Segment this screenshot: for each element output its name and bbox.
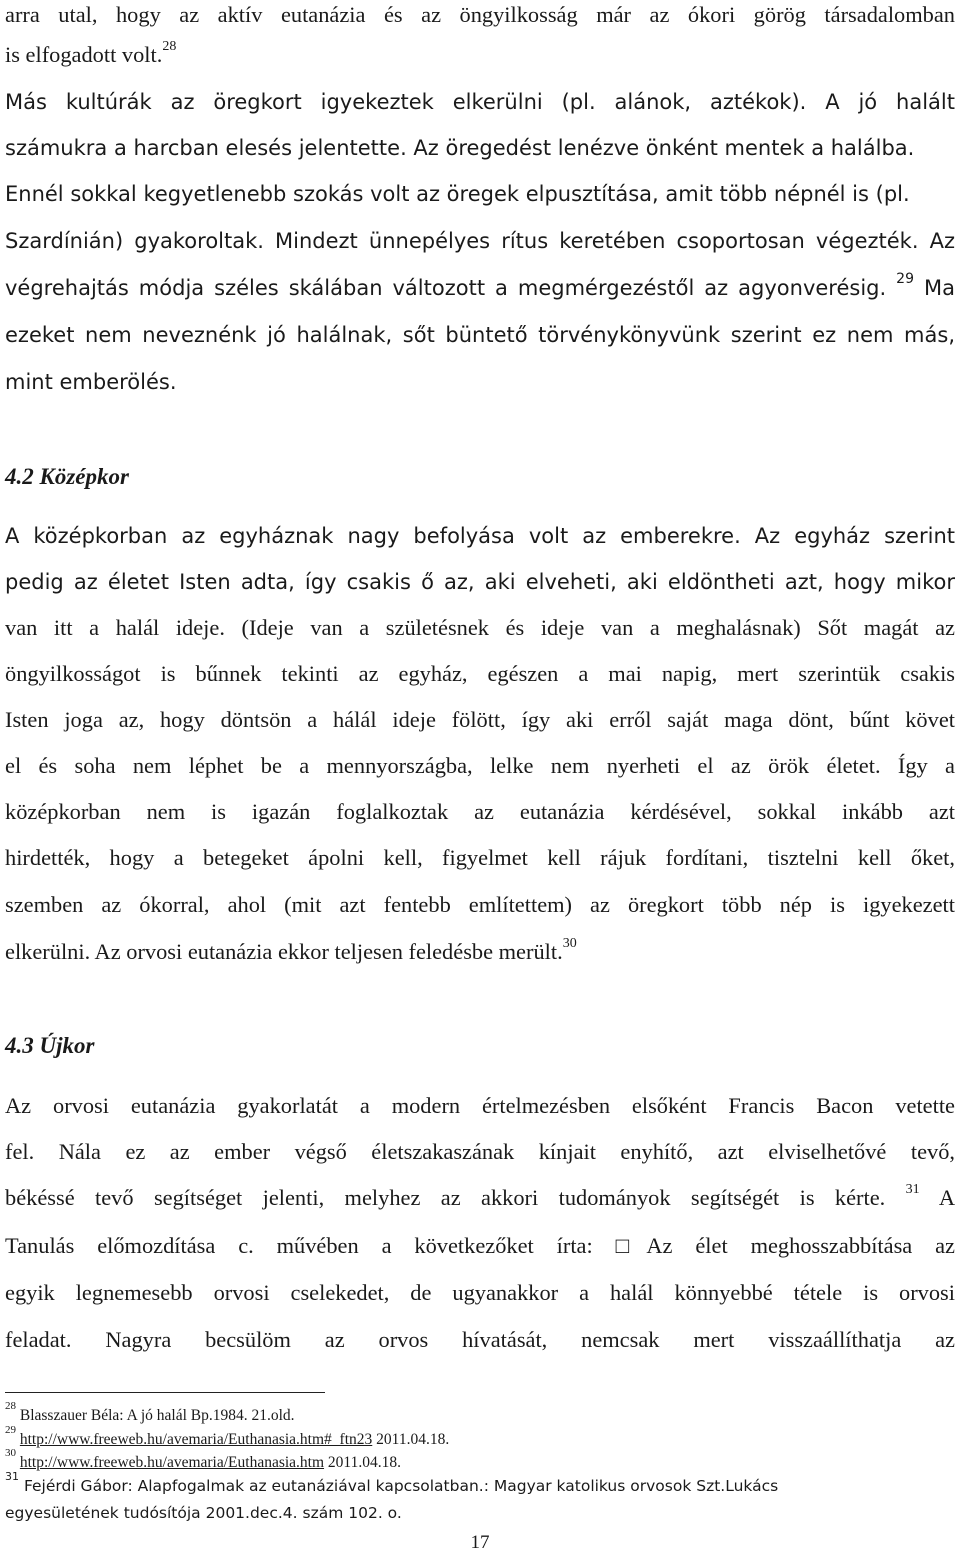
footnote-text: Blasszauer Béla: A jó halál Bp.1984. 21.old. [19,1407,295,1424]
footnote-ref[interactable]: 30 [562,935,577,951]
footnote-separator [5,1392,325,1393]
footnote-text: egyesületének tudósítója 2001.dec.4. szám 102. o. [5,1504,402,1522]
paragraph-line: van itt a halál ideje. (Ideje van a születésnek és ideje van a meghalásnak) Sőt magát az [5,615,955,640]
paragraph-line: hirdették, hogy a betegeket ápolni kell, figyelmet kell rájuk fordítani, tisztelni kell őket, [5,845,955,870]
section-heading: 4.3 Újkor [5,1033,95,1058]
footnote-31 [5,1469,779,1496]
footnote-date: 2011.04.18. [324,1454,401,1471]
paragraph-line: Isten joga az, hogy döntsön a hálál ideje fölött, így aki erről saját maga dönt, bűnt követ [5,707,955,732]
paragraph-line: Szardínián) gyakoroltak. Mindezt ünnepélyes rítus keretében csoportosan végezték. Az [5,229,955,253]
paragraph-line [5,273,955,303]
footnote-link[interactable]: http://www.freeweb.hu/avemaria/Euthanasia.htm [19,1454,325,1471]
footnote-ref[interactable]: 28 [162,38,177,54]
footnote-30 [5,1446,401,1473]
paragraph-line: el és soha nem léphet be a mennyországba, lelke nem nyerheti el az örök életet. Így a [5,753,955,778]
paragraph-line [5,1183,955,1213]
paragraph-line: mint emberölés. [5,370,177,394]
footnote-ref[interactable]: 31 [905,1181,920,1197]
paragraph-line [5,937,955,967]
paragraph-line: Az orvosi eutanázia gyakorlatát a modern értelmezésben elsőként Francis Bacon vetette [5,1093,955,1118]
footnote-number: 29 [5,1423,16,1436]
page-number: 17 [470,1532,490,1553]
paragraph-text: végrehajtás módja széles skálában változott a megmérgezéstől az agyonverésig. [5,276,887,300]
footnote-28 [5,1399,295,1426]
paragraph-line: pedig az életet Isten adta, így csakis ő az, aki elveheti, aki eldöntheti azt, hogy mikor [5,570,955,594]
footnote-text: Fejérdi Gábor: Alapfogalmak az eutanáziával kapcsolatban.: Magyar katolikus orvosok Szt.Lukács [23,1477,779,1495]
footnote-number: 31 [5,1469,19,1483]
paragraph-line: A középkorban az egyháznak nagy befolyása volt az emberekre. Az egyház szerint [5,524,955,548]
paragraph-text: A [938,1185,955,1210]
paragraph-text: békéssé tevő segítséget jelenti, melyhez az akkori tudományok segítségét is kérte. [5,1185,886,1210]
footnote-number: 28 [5,1399,16,1412]
paragraph-line: számukra a harcban elesés jelentette. Az öregedést lenézve önként mentek a halálba. [5,136,915,160]
paragraph-line: arra utal, hogy az aktív eutanázia és az öngyilkosság már az ókori görög társadalomban [5,2,955,27]
footnote-31-continuation [5,1503,402,1523]
footnote-number: 30 [5,1446,16,1459]
paragraph-text: Ma [924,276,955,300]
footnote-link[interactable]: http://www.freeweb.hu/avemaria/Euthanasia.htm#_ftn23 [19,1431,373,1448]
paragraph-line: Tanulás előmozdítása c. művében a következőket írta: □Az élet meghosszabbítása az [5,1233,955,1258]
section-heading: 4.2 Középkor [5,464,129,489]
paragraph-line: középkorban nem is igazán foglalkoztak az eutanázia kérdésével, sokkal inkább azt [5,799,955,824]
paragraph-line: ezeket nem neveznénk jó halálnak, sőt büntető törvénykönyvünk szerint ez nem más, [5,323,955,347]
paragraph-text: is elfogadott volt. [5,42,163,67]
paragraph-line: Más kultúrák az öregkort igyekeztek elkerülni (pl. alánok, aztékok). A jó halált [5,90,955,114]
paragraph-line: szemben az ókorral, ahol (mit azt fentebb említettem) az öregkort több nép is igyekezett [5,892,955,917]
footnote-date: 2011.04.18. [372,1431,450,1448]
paragraph-line: Ennél sokkal kegyetlenebb szokás volt az öregek elpusztítása, amit több népnél is (pl. [5,182,910,206]
paragraph-line [5,40,955,70]
paragraph-line: fel. Nála ez az ember végső életszakaszának kínjait enyhítő, azt elviselhetővé tevő, [5,1139,955,1164]
paragraph-line: öngyilkosságot is bűnnek tekinti az egyház, egészen a mai napig, mert szerintük csakis [5,661,955,686]
footnote-ref[interactable]: 29 [896,271,914,287]
paragraph-line: feladat. Nagyra becsülöm az orvos hívatását, nemcsak mert visszaállíthatja az [5,1327,955,1352]
footnote-29 [5,1423,450,1450]
paragraph-line: egyik legnemesebb orvosi cselekedet, de ugyanakkor a halál könnyebbé tétele is orvosi [5,1280,955,1305]
paragraph-text: elkerülni. Az orvosi eutanázia ekkor teljesen feledésbe merült. [5,939,563,964]
